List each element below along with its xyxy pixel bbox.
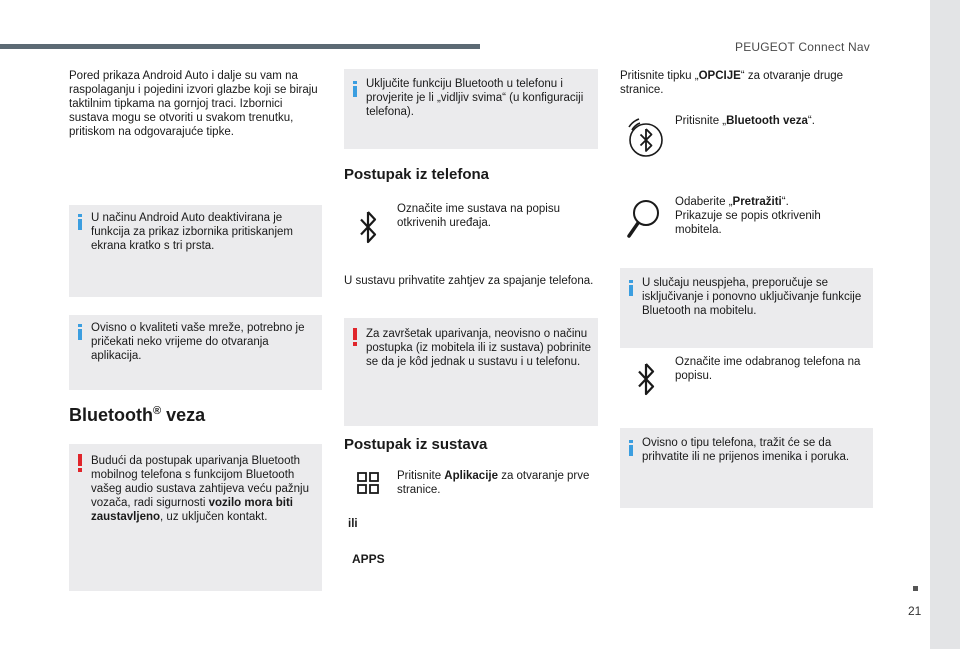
info-icon: [353, 81, 357, 97]
info-text: Ovisno o tipu telefona, tražit će se da prihvatite ili ne prijenos imenika i poruka.: [642, 437, 850, 463]
info-icon: [629, 440, 633, 456]
info-text: U načinu Android Auto deaktivirana je funkcija za prikaz izbornika pritiskanjem ekrana kratko s tri prsta.: [91, 212, 293, 252]
warning-box-pairing: [69, 444, 322, 591]
info-text: Ovisno o kvaliteti vaše mreže, potrebno je pričekati neko vrijeme do otvaranja aplikacija.: [91, 322, 305, 362]
side-strip: [930, 0, 960, 649]
intro-text: Pored prikaza Android Auto i dalje su vam na raspolaganju i pojedini izvori glazbe koji se biraju taktilnim tipkama na gornjoj traci. Izbornici sustava mogu se otvoriti u svakom trenutku, pritiskom na odgovarajuće tipke.: [69, 70, 318, 138]
header-title: PEUGEOT Connect Nav: [735, 40, 870, 54]
page-dot: [913, 586, 918, 591]
info-text: Uključite funkciju Bluetooth u telefonu i provjerite je li „vidljiv svima“ (u konfiguraciji telefona).: [366, 78, 584, 118]
section-title-system: Postupak iz sustava: [344, 436, 488, 453]
apps-grid-icon: [357, 472, 379, 494]
warning-icon: [353, 328, 357, 346]
info-box-phone-type: [620, 428, 873, 508]
warning-text: Budući da postupak uparivanja Bluetooth mobilnog telefona s funkcijom Bluetooth vašeg audio sustava zahtijeva veću pažnju vozača, radi sigurnosti vozilo mora biti zaustavljeno, uz uključen kontakt.: [91, 455, 310, 523]
info-box-failure: [620, 268, 873, 348]
info-icon: [78, 324, 82, 340]
warning-icon: [78, 454, 82, 472]
info-box-android-auto: [69, 205, 322, 297]
accept-request-text: U sustavu prihvatite zahtjev za spajanje telefona.: [344, 275, 594, 287]
search-text: Odaberite „Pretražiti“. Prikazuje se popis otkrivenih mobitela.: [675, 196, 821, 236]
warning-box-code: [344, 318, 598, 426]
info-icon: [78, 214, 82, 230]
or-text: ili: [348, 518, 358, 530]
section-title-phone: Postupak iz telefona: [344, 166, 490, 183]
phone-step-text: Označite ime sustava na popisu otkrivenih uređaja.: [397, 203, 561, 229]
bluetooth-icon: [358, 210, 378, 244]
apps-button-label: APPS: [352, 552, 385, 566]
bluetooth-connection-icon: [626, 117, 666, 161]
info-box-bluetooth-visible: [344, 69, 598, 149]
info-text: U slučaju neuspjeha, preporučuje se isključivanje i ponovno uključivanje funkcije Bluetooth na mobitelu.: [642, 277, 862, 317]
bluetooth-connection-text: Pritisnite „Bluetooth veza“.: [675, 115, 815, 127]
warning-text: Za završetak uparivanja, neovisno o načinu postupka (iz mobitela ili iz sustava) pobrinite se da je kôd jednak u sustavu i u telefonu.: [366, 328, 591, 368]
apps-text: Pritisnite Aplikacije za otvaranje prve stranice.: [397, 470, 590, 496]
section-title-bluetooth: Bluetooth® veza: [69, 405, 206, 425]
opcije-text: Pritisnite tipku „OPCIJE“ za otvaranje druge stranice.: [620, 70, 844, 96]
header-bar: [0, 44, 480, 49]
search-icon: [626, 198, 662, 240]
info-box-network: [69, 315, 322, 390]
select-phone-text: Označite ime odabranog telefona na popisu.: [675, 356, 861, 382]
page-number: 21: [908, 604, 922, 618]
info-icon: [629, 280, 633, 296]
bluetooth-icon: [636, 362, 656, 396]
